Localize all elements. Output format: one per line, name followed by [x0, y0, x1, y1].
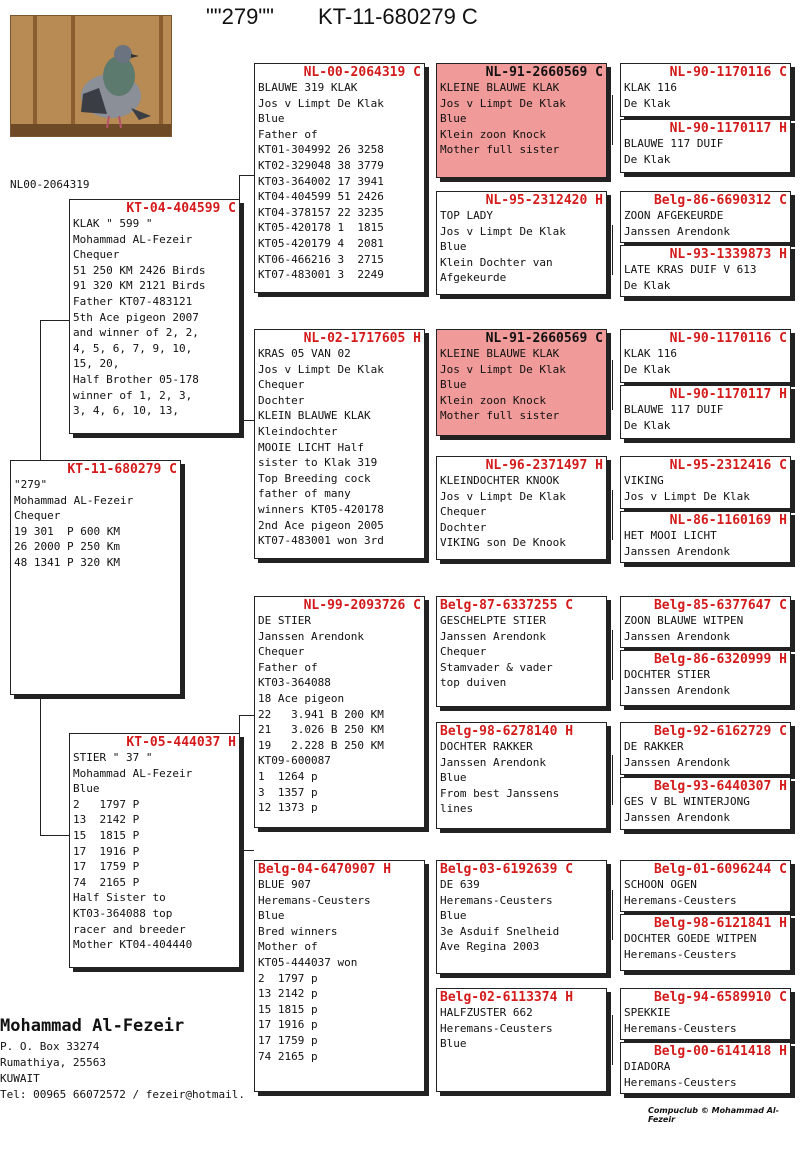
detail-line: HET MOOI LICHT: [624, 529, 717, 542]
ring-number: NL-00-2064319 C: [303, 65, 421, 80]
detail-line: HALFZUSTER 662: [440, 1006, 533, 1019]
connector-line: [427, 380, 428, 505]
detail-line: Chequer: [258, 645, 305, 659]
detail-line: Janssen Arendonk: [624, 683, 730, 697]
detail-line: Janssen Arendonk: [258, 629, 364, 643]
detail-line: Klein zoon Knock: [440, 127, 546, 141]
detail-line: KRAS 05 VAN 02: [258, 347, 351, 360]
gen4-card[interactable]: [620, 456, 791, 509]
gen4-card[interactable]: [620, 329, 791, 383]
ring-number: Belg-00-6141418 H: [653, 1044, 787, 1059]
ring-number: NL-91-2660569 C: [485, 331, 603, 346]
ring-number: Belg-93-6440307 H: [653, 779, 787, 794]
detail-line: TOP LADY: [440, 209, 493, 222]
owner-name: Mohammad Al-Fezeir: [0, 1016, 185, 1036]
detail-line: Mother full sister: [440, 143, 560, 157]
detail-line: Janssen Arendonk: [440, 629, 546, 643]
gen3-card[interactable]: [436, 456, 607, 560]
sire-card[interactable]: [69, 199, 240, 434]
ring-number: Belg-04-6470907 H: [258, 862, 392, 877]
detail-line: sister to Klak 319: [258, 456, 378, 470]
detail-line: Half Brother 05-178: [73, 372, 199, 386]
ring-number: NL-90-1170117 H: [669, 387, 787, 402]
detail-line: KLAK " 599 ": [73, 217, 153, 230]
connector-line: [612, 490, 613, 540]
owner-address-line: Rumathiya, 25563: [0, 1056, 106, 1069]
pigeon-ring-title: KT-11-680279 C: [318, 4, 478, 29]
detail-line: DE RAKKER: [624, 740, 684, 753]
detail-line: 17 1916 p: [258, 1018, 318, 1032]
detail-line: SPEKKIE: [624, 1006, 671, 1019]
detail-line: De Klak: [624, 278, 671, 292]
gen3-card[interactable]: [436, 191, 607, 295]
ring-number: Belg-85-6377647 C: [653, 598, 787, 613]
detail-line: KLEIN BLAUWE KLAK: [258, 409, 371, 423]
detail-line: Heremans-Ceusters: [440, 1021, 553, 1035]
detail-line: father of many: [258, 487, 351, 501]
connector-line: [612, 1015, 613, 1065]
gen4-card[interactable]: [620, 596, 791, 648]
gen3-card[interactable]: [436, 722, 607, 829]
detail-line: lines: [440, 802, 474, 816]
detail-line: Heremans-Ceusters: [440, 893, 553, 907]
detail-line: KLEINE BLAUWE KLAK: [440, 347, 560, 360]
gen4-card[interactable]: [620, 63, 791, 117]
detail-line: DOCHTER RAKKER: [440, 740, 533, 753]
detail-line: Blue: [440, 378, 467, 392]
detail-line: KT03-364088: [258, 676, 331, 690]
detail-line: 15 1815 p: [258, 1002, 318, 1016]
detail-line: KT05-420178 1 1815: [258, 221, 384, 235]
detail-line: Heremans-Ceusters: [624, 1075, 737, 1089]
gen4-card[interactable]: [620, 385, 791, 439]
detail-line: 19 2.228 B 250 KM: [258, 738, 384, 752]
detail-line: Blue: [73, 782, 100, 796]
detail-line: Mother KT04-404440: [73, 938, 193, 952]
connector-line: [427, 650, 428, 775]
detail-line: DOCHTER STIER: [624, 668, 711, 681]
detail-line: KLEINDOCHTER KNOOK: [440, 474, 560, 487]
ring-number: Belg-86-6320999 H: [653, 652, 787, 667]
detail-line: ZOON AFGEKEURDE: [624, 209, 724, 222]
ring-number: NL-86-1160169 H: [669, 513, 787, 528]
detail-line: Bred winners: [258, 924, 338, 938]
gen3-card[interactable]: [436, 988, 607, 1092]
detail-line: "279": [14, 478, 48, 491]
connector-line: [40, 695, 41, 835]
detail-line: KT09-600087: [258, 754, 331, 768]
ring-number: NL-90-1170116 C: [669, 65, 787, 80]
detail-line: KT03-364088 top: [73, 906, 173, 920]
detail-line: 15 1815 P: [73, 828, 140, 842]
detail-line: Stamvader & vader: [440, 660, 553, 674]
detail-line: DIADORA: [624, 1060, 671, 1073]
detail-line: 3, 4, 6, 10, 13,: [73, 404, 179, 418]
detail-line: Janssen Arendonk: [624, 755, 730, 769]
connector-line: [239, 715, 254, 716]
detail-line: Jos v Limpt De Klak: [258, 362, 384, 376]
connector-line: [40, 320, 70, 321]
detail-line: Half Sister to: [73, 891, 166, 905]
gen2-card[interactable]: [254, 329, 425, 559]
detail-line: Blue: [440, 112, 467, 126]
detail-line: BLAUWE 319 KLAK: [258, 81, 358, 94]
subject-card[interactable]: [10, 460, 181, 695]
ring-number: KT-05-444037 H: [126, 735, 236, 750]
detail-line: KT04-378157 22 3235: [258, 205, 384, 219]
detail-line: 2 1797 P: [73, 797, 140, 811]
detail-line: Kleindochter: [258, 424, 338, 438]
detail-line: 19 301 P 600 KM: [14, 524, 120, 538]
detail-line: KT03-364002 17 3941: [258, 174, 384, 188]
ring-number: NL-93-1339873 H: [669, 247, 787, 262]
detail-line: BLUE 907: [258, 878, 311, 891]
detail-line: Mohammad AL-Fezeir: [73, 232, 193, 246]
detail-line: KLEINE BLAUWE KLAK: [440, 81, 560, 94]
detail-line: Chequer: [440, 505, 487, 519]
detail-line: 13 2142 p: [258, 987, 318, 1001]
ring-number: NL-96-2371497 H: [485, 458, 603, 473]
detail-line: Blue: [440, 240, 467, 254]
detail-line: DOCHTER GOEDE WITPEN: [624, 932, 757, 945]
detail-line: KT05-444037 won: [258, 955, 358, 969]
gen3-card[interactable]: [436, 329, 607, 436]
connector-line: [612, 755, 613, 805]
detail-line: Father of: [258, 660, 318, 674]
detail-line: Blue: [440, 771, 467, 785]
connector-line: [239, 420, 254, 421]
connector-line: [612, 630, 613, 680]
connector-line: [612, 890, 613, 940]
detail-line: BLAUWE 117 DUIF: [624, 137, 724, 150]
detail-line: Klein zoon Knock: [440, 393, 546, 407]
detail-line: De Klak: [624, 152, 671, 166]
detail-line: Heremans-Ceusters: [624, 947, 737, 961]
detail-line: ZOON BLAUWE WITPEN: [624, 614, 744, 627]
gen4-card[interactable]: [620, 860, 791, 912]
detail-line: Jos v Limpt De Klak: [624, 489, 750, 503]
detail-line: Blue: [440, 909, 467, 923]
detail-line: Chequer: [73, 248, 120, 262]
gen3-card[interactable]: [436, 596, 607, 707]
detail-line: Janssen Arendonk: [624, 810, 730, 824]
ring-number: Belg-03-6192639 C: [440, 862, 574, 877]
detail-line: 22 3.941 B 200 KM: [258, 707, 384, 721]
detail-line: KT07-483001 won 3rd: [258, 534, 384, 548]
detail-line: Heremans-Ceusters: [258, 893, 371, 907]
detail-line: 18 Ace pigeon: [258, 691, 345, 705]
detail-line: GESCHELPTE STIER: [440, 614, 546, 627]
gen3-card[interactable]: [436, 63, 607, 178]
detail-line: Blue: [258, 112, 285, 126]
ring-number: NL-90-1170117 H: [669, 121, 787, 136]
detail-line: Dochter: [440, 520, 487, 534]
ring-number: Belg-94-6589910 C: [653, 990, 787, 1005]
detail-line: and winner of 2, 2,: [73, 326, 199, 340]
detail-line: 1 1264 p: [258, 769, 318, 783]
ring-number: NL-95-2312416 C: [669, 458, 787, 473]
detail-line: 91 320 KM 2121 Birds: [73, 279, 206, 293]
gen4-card[interactable]: [620, 722, 791, 775]
ring-number: Belg-02-6113374 H: [440, 990, 574, 1005]
detail-line: Blue: [258, 909, 285, 923]
detail-line: Father KT07-483121: [73, 294, 193, 308]
detail-line: 74 2165 P: [73, 875, 140, 889]
gen4-card[interactable]: [620, 119, 791, 173]
detail-line: Jos v Limpt De Klak: [440, 362, 566, 376]
detail-line: KT05-420179 4 2081: [258, 236, 384, 250]
detail-line: KT04-404599 51 2426: [258, 190, 384, 204]
owner-contact-line: Tel: 00965 66072572 / fezeir@hotmail.: [0, 1088, 246, 1101]
gen4-card[interactable]: [620, 650, 791, 706]
dam-card[interactable]: [69, 733, 240, 968]
detail-line: Janssen Arendonk: [624, 629, 730, 643]
detail-line: 15, 20,: [73, 357, 120, 371]
detail-line: 3 1357 p: [258, 785, 318, 799]
detail-line: SCHOON OGEN: [624, 878, 697, 891]
detail-line: Dochter: [258, 393, 305, 407]
detail-line: KT02-329048 38 3779: [258, 158, 384, 172]
detail-line: Chequer: [14, 509, 61, 523]
ring-number: NL-02-1717605 H: [303, 331, 421, 346]
gen4-card[interactable]: [620, 1042, 791, 1094]
ring-number: Belg-87-6337255 C: [440, 598, 574, 613]
detail-line: 21 3.026 B 250 KM: [258, 723, 384, 737]
detail-line: Jos v Limpt De Klak: [440, 224, 566, 238]
ring-number: Belg-86-6690312 C: [653, 193, 787, 208]
connector-line: [612, 360, 613, 410]
detail-line: 2 1797 p: [258, 971, 318, 985]
ring-number: Belg-92-6162729 C: [653, 724, 787, 739]
connector-line: [427, 905, 428, 1030]
detail-line: winner of 1, 2, 3,: [73, 388, 193, 402]
owner-address-line: P. O. Box 33274: [0, 1040, 100, 1053]
detail-line: KT01-304992 26 3258: [258, 143, 384, 157]
detail-line: 17 1759 p: [258, 1033, 318, 1047]
detail-line: 2nd Ace pigeon 2005: [258, 518, 384, 532]
detail-line: De Klak: [624, 96, 671, 110]
ring-number: NL-99-2093726 C: [303, 598, 421, 613]
connector-line: [40, 835, 70, 836]
detail-line: MOOIE LICHT Half: [258, 440, 364, 454]
detail-line: Mother full sister: [440, 409, 560, 423]
detail-line: Top Breeding cock: [258, 471, 371, 485]
detail-line: Afgekeurde: [440, 271, 507, 285]
detail-line: Chequer: [440, 645, 487, 659]
detail-line: 26 2000 P 250 Km: [14, 540, 120, 554]
connector-line: [427, 115, 428, 240]
ring-number: Belg-98-6121841 H: [653, 916, 787, 931]
detail-line: 74 2165 p: [258, 1049, 318, 1063]
detail-line: VIKING son De Knook: [440, 536, 566, 550]
gen2-card[interactable]: [254, 63, 425, 293]
copyright-notice: Compuclub © Mohammad Al-Fezeir: [648, 1106, 779, 1124]
ring-number: Belg-01-6096244 C: [653, 862, 787, 877]
detail-line: Blue: [440, 1037, 467, 1051]
gen4-card[interactable]: [620, 914, 791, 971]
ring-number: Belg-98-6278140 H: [440, 724, 574, 739]
ring-number: NL-95-2312420 H: [485, 193, 603, 208]
detail-line: 12 1373 p: [258, 801, 318, 815]
detail-line: Janssen Arendonk: [624, 224, 730, 238]
connector-line: [239, 175, 254, 176]
detail-line: Jos v Limpt De Klak: [440, 96, 566, 110]
gen2-card[interactable]: [254, 596, 425, 828]
detail-line: Klein Dochter van: [440, 255, 553, 269]
detail-line: 51 250 KM 2426 Birds: [73, 263, 206, 277]
detail-line: Heremans-Ceusters: [624, 893, 737, 907]
detail-line: Ave Regina 2003: [440, 940, 540, 954]
detail-line: Janssen Arendonk: [440, 755, 546, 769]
detail-line: 3e Asduif Snelheid: [440, 924, 560, 938]
detail-line: Father of: [258, 127, 318, 141]
gen2-card[interactable]: [254, 860, 425, 1092]
detail-line: De Klak: [624, 418, 671, 432]
detail-line: 5th Ace pigeon 2007: [73, 310, 199, 324]
owner-address-line: KUWAIT: [0, 1072, 40, 1085]
small-ring-number: NL00-2064319: [10, 178, 90, 191]
connector-line: [612, 225, 613, 275]
detail-line: Mohammad AL-Fezeir: [14, 493, 134, 507]
gen3-card[interactable]: [436, 860, 607, 974]
detail-line: 13 2142 P: [73, 813, 140, 827]
detail-line: 4, 5, 6, 7, 9, 10,: [73, 341, 193, 355]
detail-line: From best Janssens: [440, 786, 560, 800]
detail-line: De Klak: [624, 362, 671, 376]
detail-line: BLAUWE 117 DUIF: [624, 403, 724, 416]
ring-number: KT-04-404599 C: [126, 201, 236, 216]
detail-line: top duiven: [440, 676, 507, 690]
gen4-card[interactable]: [620, 988, 791, 1040]
detail-line: VIKING: [624, 474, 664, 487]
ring-number: KT-11-680279 C: [67, 462, 177, 477]
detail-line: KLAK 116: [624, 347, 677, 360]
detail-line: KT07-483001 3 2249: [258, 268, 384, 282]
detail-line: Janssen Arendonk: [624, 544, 730, 558]
detail-line: winners KT05-420178: [258, 502, 384, 516]
detail-line: DE 639: [440, 878, 480, 891]
detail-line: Heremans-Ceusters: [624, 1021, 737, 1035]
ring-number: NL-91-2660569 C: [485, 65, 603, 80]
detail-line: STIER " 37 ": [73, 751, 153, 764]
gen4-card[interactable]: [620, 245, 791, 297]
detail-line: Jos v Limpt De Klak: [258, 96, 384, 110]
gen4-card[interactable]: [620, 511, 791, 563]
detail-line: Jos v Limpt De Klak: [440, 489, 566, 503]
detail-line: GES V BL WINTERJONG: [624, 795, 750, 808]
detail-line: KLAK 116: [624, 81, 677, 94]
detail-line: 48 1341 P 320 KM: [14, 555, 120, 569]
connector-line: [612, 95, 613, 145]
detail-line: 17 1759 P: [73, 860, 140, 874]
detail-line: DE STIER: [258, 614, 311, 627]
connector-line: [40, 320, 41, 460]
gen4-card[interactable]: [620, 777, 791, 830]
pigeon-photo: [10, 15, 172, 137]
pigeon-name-title: ""279"": [206, 4, 274, 29]
ring-number: NL-90-1170116 C: [669, 331, 787, 346]
detail-line: LATE KRAS DUIF V 613: [624, 263, 757, 276]
connector-line: [239, 850, 254, 851]
detail-line: Mother of: [258, 940, 318, 954]
detail-line: Chequer: [258, 378, 305, 392]
detail-line: 17 1916 P: [73, 844, 140, 858]
detail-line: Mohammad AL-Fezeir: [73, 766, 193, 780]
detail-line: racer and breeder: [73, 922, 186, 936]
gen4-card[interactable]: [620, 191, 791, 243]
detail-line: KT06-466216 3 2715: [258, 252, 384, 266]
